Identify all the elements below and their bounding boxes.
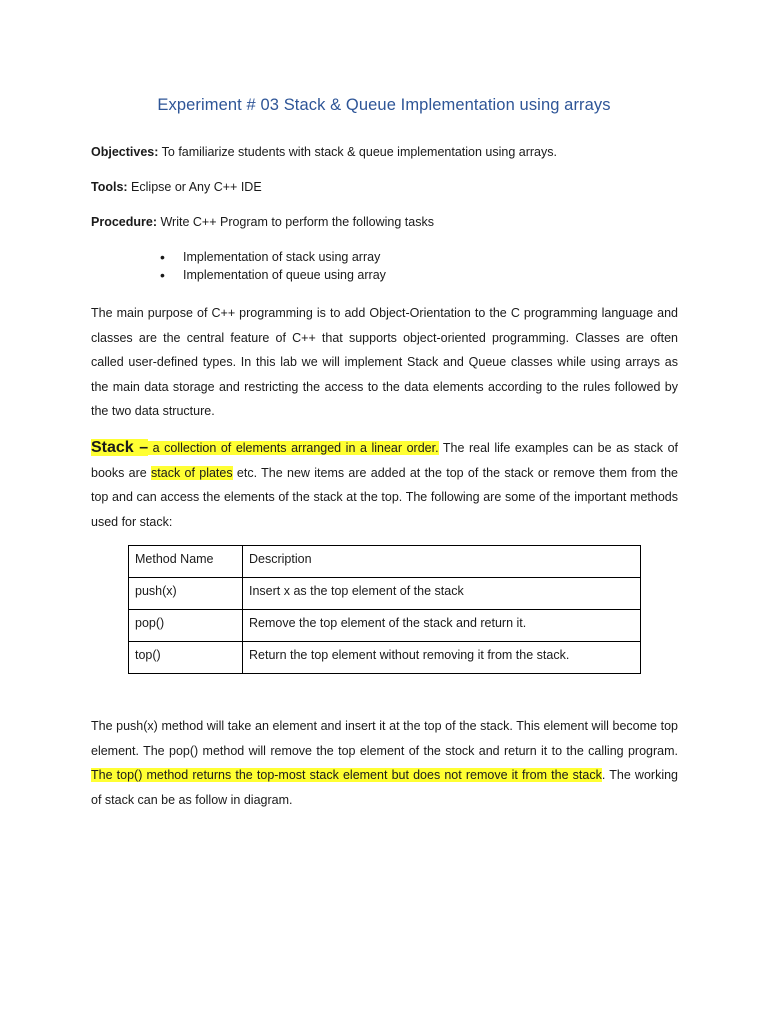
tools-line xyxy=(91,180,262,194)
method-description-cell: Remove the top element of the stack and return it. xyxy=(243,610,641,642)
stack-text-2: etc. The new items are added at the top of the stack or remove them from the top and can access the elements of the stack at the top. The following are some of the important methods used for stack: xyxy=(91,465,679,529)
table-row xyxy=(129,610,641,642)
intro-paragraph: The main purpose of C++ programming is to add Object-Orientation to the C programming language and classes are the central feature of C++ that supports object-oriented programming. Classes are often called user-defined types. In this lab we will implement Stack and Queue classes while using arrays as the main data storage and restricting the access to the data elements according to the rules followed by the two data structure. xyxy=(91,306,678,418)
bullet-icon: • xyxy=(160,267,165,283)
table-row xyxy=(129,578,641,610)
task-text: Implementation of stack using array xyxy=(183,250,381,264)
stack-text-1: The real life examples can be as stack of books are xyxy=(91,441,678,480)
objectives-label: Objectives: xyxy=(91,145,159,159)
page-title: Experiment # 03 Stack & Queue Implementation using arrays xyxy=(157,96,611,114)
push-text-2: . The working of stack can be as follow in diagram. xyxy=(91,768,679,807)
list-item xyxy=(160,248,386,266)
push-paragraph xyxy=(91,714,678,812)
method-name-cell: pop() xyxy=(129,610,243,642)
push-text-1: The push(x) method will take an element and insert it at the top of the stack. This element will become top element. The pop() method will remove the top element of the stock and return it to the calling program. xyxy=(91,719,678,758)
table-header-row xyxy=(129,546,641,578)
list-item xyxy=(160,266,386,284)
stack-definition: a collection of elements arranged in a linear order. xyxy=(148,441,439,455)
stack-paragraph xyxy=(91,436,678,534)
table-row xyxy=(129,642,641,674)
task-list xyxy=(160,248,386,284)
methods-table xyxy=(128,545,641,674)
procedure-line xyxy=(91,215,434,229)
bullet-icon: • xyxy=(160,249,165,265)
method-name-cell: top() xyxy=(129,642,243,674)
objectives-line xyxy=(91,145,557,159)
method-name-cell: push(x) xyxy=(129,578,243,610)
procedure-text: Write C++ Program to perform the following tasks xyxy=(157,215,434,229)
table-header-cell: Method Name xyxy=(129,546,243,578)
table-header-cell: Description xyxy=(243,546,641,578)
task-text: Implementation of queue using array xyxy=(183,268,386,282)
top-method-highlight: The top() method returns the top-most stack element but does not remove it from the stack xyxy=(91,768,602,782)
stack-term: Stack – xyxy=(91,439,149,456)
stack-of-plates-highlight: stack of plates xyxy=(151,465,233,480)
objectives-text: To familiarize students with stack & queue implementation using arrays. xyxy=(158,145,557,159)
tools-text: Eclipse or Any C++ IDE xyxy=(127,180,262,194)
tools-label: Tools: xyxy=(91,180,128,194)
method-description-cell: Insert x as the top element of the stack xyxy=(243,578,641,610)
method-description-cell: Return the top element without removing it from the stack. xyxy=(243,642,641,674)
procedure-label: Procedure: xyxy=(91,215,157,229)
